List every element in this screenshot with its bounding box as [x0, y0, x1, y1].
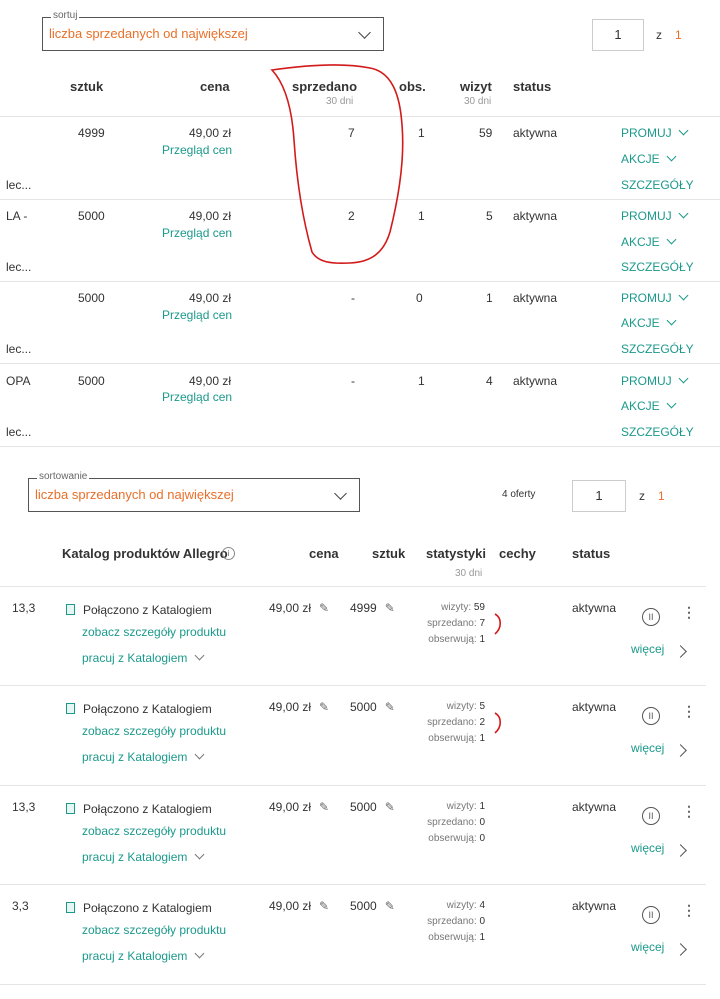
stats-visits — [400, 602, 485, 613]
stats-visits-label: wizyty: — [446, 900, 477, 911]
page-input-value: 1 — [614, 27, 622, 42]
watchers-value: 1 — [418, 126, 425, 140]
status-value: aktywna — [513, 374, 558, 388]
stats-sold-label: sprzedano: — [427, 817, 477, 828]
promote-button[interactable] — [621, 374, 687, 388]
col-header-sztuk[interactable]: sztuk — [70, 79, 104, 94]
pencil-icon: ✎ — [384, 800, 395, 814]
price-edit[interactable] — [269, 700, 329, 714]
actions-button[interactable] — [621, 316, 675, 330]
pencil-icon: ✎ — [319, 700, 330, 714]
col-sub-statystyki: 30 dni — [455, 568, 483, 579]
promote-label: PROMUJ — [621, 291, 672, 305]
stats-visits — [400, 900, 485, 911]
stats-watching — [400, 634, 485, 645]
stats-visits-value: 1 — [479, 801, 485, 812]
stats-watching-label: obserwują: — [428, 932, 477, 943]
stats-watching-value: 1 — [479, 733, 485, 744]
divider — [0, 785, 706, 786]
price-value: 49,00 zł — [269, 899, 312, 913]
details-link[interactable]: SZCZEGÓŁY — [621, 260, 694, 274]
stock-value: 5000 — [78, 374, 105, 388]
col-header-obs[interactable]: obs. — [399, 79, 426, 94]
catalog-connected-label: Połączono z Katalogiem — [83, 702, 212, 716]
offer-title-fragment[interactable]: 13,3 — [12, 601, 36, 615]
col-header-cena[interactable]: cena — [200, 79, 230, 94]
stats-watching — [400, 733, 485, 744]
divider — [0, 363, 720, 364]
pause-icon[interactable]: II — [642, 906, 660, 924]
promote-label: PROMUJ — [621, 126, 672, 140]
page-of-label: z — [639, 489, 645, 503]
info-icon[interactable]: i — [222, 547, 235, 560]
stock-value: 4999 — [350, 601, 377, 615]
actions-button[interactable] — [621, 399, 675, 413]
sold-value: 7 — [348, 126, 355, 140]
stats-sold-label: sprzedano: — [427, 618, 477, 629]
visits-value: 4 — [486, 374, 493, 388]
sort-legend: sortowanie — [39, 471, 88, 482]
page-of-label: z — [656, 28, 662, 42]
price-value: 49,00 zł — [269, 800, 312, 814]
stock-value: 5000 — [350, 700, 377, 714]
stats-visits-label: wizyty: — [446, 801, 477, 812]
col-header-status[interactable]: status — [513, 79, 552, 94]
work-with-catalog-label: pracuj z Katalogiem — [82, 651, 188, 665]
col-sub-wizyt: 30 dni — [464, 96, 492, 107]
divider — [0, 685, 706, 686]
offer-title-fragment[interactable]: 3,3 — [12, 899, 29, 913]
price-review-link[interactable]: Przegląd cen — [162, 143, 233, 157]
actions-label: AKCJE — [621, 235, 660, 249]
stats-visits-label: wizyty: — [446, 701, 477, 712]
chevron-right-icon[interactable] — [674, 844, 687, 857]
page-input[interactable] — [572, 480, 626, 512]
col-header-katalog: Katalog produktów Allegro — [62, 546, 228, 561]
offers-count: 4 oferty — [502, 489, 536, 500]
product-details-link[interactable]: zobacz szczegóły produktu — [82, 824, 227, 838]
offer-title-fragment[interactable]: OPA — [6, 374, 31, 388]
offer-title-fragment[interactable]: LA - — [6, 209, 28, 223]
sort-value: liczba sprzedanych od największej — [49, 26, 248, 41]
work-with-catalog-dropdown[interactable] — [82, 750, 203, 764]
status-value: aktywna — [572, 601, 617, 615]
pencil-icon: ✎ — [319, 601, 330, 615]
divider — [0, 446, 720, 447]
more-link[interactable]: więcej — [631, 741, 665, 755]
price-edit[interactable] — [269, 899, 329, 913]
stock-edit[interactable] — [350, 899, 395, 913]
stock-value: 5000 — [350, 800, 377, 814]
pencil-icon: ✎ — [384, 700, 395, 714]
price-value: 49,00 zł — [189, 291, 232, 305]
catalog-connected — [66, 901, 212, 915]
stats-sold-label: sprzedano: — [427, 717, 477, 728]
offer-title-fragment[interactable]: lec... — [6, 425, 32, 439]
catalog-connected-label: Połączono z Katalogiem — [83, 603, 212, 617]
price-edit[interactable] — [269, 601, 329, 615]
col-header-cena[interactable]: cena — [309, 546, 339, 561]
red-annotation-mark — [492, 711, 512, 741]
divider — [0, 586, 706, 587]
stats-watching — [400, 932, 485, 943]
chevron-right-icon[interactable] — [674, 645, 687, 658]
stats-sold — [400, 618, 485, 629]
more-options-icon[interactable]: ⋮ — [682, 902, 696, 918]
more-link[interactable]: więcej — [631, 642, 665, 656]
stats-watching-label: obserwują: — [428, 833, 477, 844]
pause-icon[interactable]: II — [642, 707, 660, 725]
sort-legend: sortuj — [53, 10, 78, 21]
stats-watching-label: obserwują: — [428, 634, 477, 645]
work-with-catalog-label: pracuj z Katalogiem — [82, 850, 188, 864]
price-review-link[interactable]: Przegląd cen — [162, 226, 233, 240]
catalog-doc-icon — [66, 604, 75, 615]
work-with-catalog-dropdown[interactable] — [82, 651, 203, 665]
status-value: aktywna — [572, 899, 617, 913]
chevron-down-icon — [195, 651, 205, 661]
stock-value: 4999 — [78, 126, 105, 140]
visits-value: 1 — [486, 291, 493, 305]
stats-sold-value: 2 — [479, 717, 485, 728]
stock-edit[interactable] — [350, 800, 395, 814]
stats-sold-value: 0 — [479, 817, 485, 828]
stats-visits-value: 5 — [479, 701, 485, 712]
col-header-statystyki[interactable]: statystyki — [426, 546, 486, 561]
col-sub-sprzedano: 30 dni — [326, 96, 354, 107]
chevron-right-icon[interactable] — [674, 943, 687, 956]
divider — [0, 884, 706, 885]
pause-icon[interactable]: II — [642, 807, 660, 825]
sold-value: - — [351, 374, 355, 388]
red-annotation-mark — [492, 612, 512, 642]
visits-value: 5 — [486, 209, 493, 223]
stats-visits — [400, 701, 485, 712]
price-value: 49,00 zł — [189, 126, 232, 140]
visits-value: 59 — [479, 126, 493, 140]
status-value: aktywna — [513, 209, 558, 223]
page-total: 1 — [675, 28, 682, 42]
work-with-catalog-dropdown[interactable] — [82, 850, 203, 864]
price-value: 49,00 zł — [269, 700, 312, 714]
catalog-connected — [66, 603, 212, 617]
stats-watching-label: obserwują: — [428, 733, 477, 744]
chevron-down-icon — [195, 949, 205, 959]
col-header-wizyt[interactable]: wizyt — [460, 79, 492, 94]
chevron-down-icon — [195, 750, 205, 760]
promote-label: PROMUJ — [621, 209, 672, 223]
actions-label: AKCJE — [621, 399, 660, 413]
red-annotation-circle — [0, 0, 720, 300]
work-with-catalog-dropdown[interactable] — [82, 949, 203, 963]
status-value: aktywna — [513, 291, 558, 305]
status-value: aktywna — [513, 126, 558, 140]
stock-value: 5000 — [78, 291, 105, 305]
price-review-link[interactable]: Przegląd cen — [162, 390, 233, 404]
stats-sold-label: sprzedano: — [427, 916, 477, 927]
chevron-down-icon — [678, 374, 688, 384]
col-header-sztuk[interactable]: sztuk — [372, 546, 406, 561]
stats-sold — [400, 817, 485, 828]
actions-label: AKCJE — [621, 316, 660, 330]
catalog-doc-icon — [66, 703, 75, 714]
stock-value: 5000 — [350, 899, 377, 913]
details-link[interactable]: SZCZEGÓŁY — [621, 425, 694, 439]
offer-title-fragment[interactable]: lec... — [6, 178, 32, 192]
more-options-icon[interactable]: ⋮ — [682, 703, 696, 719]
stats-sold-value: 7 — [479, 618, 485, 629]
sold-value: - — [351, 291, 355, 305]
catalog-connected-label: Połączono z Katalogiem — [83, 901, 212, 915]
col-header-cechy: cechy — [499, 546, 536, 561]
details-link[interactable]: SZCZEGÓŁY — [621, 342, 694, 356]
pencil-icon: ✎ — [319, 899, 330, 913]
chevron-down-icon — [334, 487, 347, 500]
stats-watching-value: 1 — [479, 932, 485, 943]
more-options-icon[interactable]: ⋮ — [682, 604, 696, 620]
sort-value: liczba sprzedanych od największej — [35, 487, 234, 502]
stats-visits-label: wizyty: — [441, 602, 472, 613]
offer-title-fragment[interactable]: 13,3 — [12, 800, 36, 814]
pencil-icon: ✎ — [384, 601, 395, 615]
stats-watching — [400, 833, 485, 844]
chevron-down-icon — [195, 850, 205, 860]
product-details-link[interactable]: zobacz szczegóły produktu — [82, 625, 227, 639]
catalog-connected — [66, 702, 212, 716]
pencil-icon: ✎ — [319, 800, 330, 814]
work-with-catalog-label: pracuj z Katalogiem — [82, 949, 188, 963]
promote-label: PROMUJ — [621, 374, 672, 388]
catalog-doc-icon — [66, 803, 75, 814]
stats-visits-value: 59 — [473, 602, 485, 613]
stock-edit[interactable] — [350, 601, 395, 615]
pause-icon[interactable]: II — [642, 608, 660, 626]
offer-title-fragment[interactable]: lec... — [6, 260, 32, 274]
status-value: aktywna — [572, 700, 617, 714]
price-value: 49,00 zł — [189, 209, 232, 223]
catalog-doc-icon — [66, 902, 75, 913]
page-input-value: 1 — [595, 488, 603, 503]
price-review-link[interactable]: Przegląd cen — [162, 308, 233, 322]
actions-label: AKCJE — [621, 152, 660, 166]
stats-sold — [400, 916, 485, 927]
product-details-link[interactable]: zobacz szczegóły produktu — [82, 724, 227, 738]
chevron-right-icon[interactable] — [674, 744, 687, 757]
watchers-value: 1 — [418, 374, 425, 388]
product-details-link[interactable]: zobacz szczegóły produktu — [82, 923, 227, 937]
stats-watching-value: 0 — [479, 833, 485, 844]
stats-visits — [400, 801, 485, 812]
divider — [0, 984, 706, 985]
stats-sold — [400, 717, 485, 728]
page-total: 1 — [658, 489, 665, 503]
chevron-down-icon — [666, 399, 676, 409]
stock-value: 5000 — [78, 209, 105, 223]
watchers-value: 0 — [416, 291, 423, 305]
catalog-connected-label: Połączono z Katalogiem — [83, 802, 212, 816]
col-header-status[interactable]: status — [572, 546, 611, 561]
offer-title-fragment[interactable]: lec... — [6, 342, 32, 356]
sort-select[interactable] — [28, 471, 360, 512]
watchers-value: 1 — [418, 209, 425, 223]
status-value: aktywna — [572, 800, 617, 814]
more-options-icon[interactable]: ⋮ — [682, 803, 696, 819]
pencil-icon: ✎ — [384, 899, 395, 913]
price-edit[interactable] — [269, 800, 329, 814]
work-with-catalog-label: pracuj z Katalogiem — [82, 750, 188, 764]
stats-watching-value: 1 — [479, 634, 485, 645]
chevron-down-icon — [666, 316, 676, 326]
more-link[interactable]: więcej — [631, 940, 665, 954]
price-value: 49,00 zł — [189, 374, 232, 388]
details-link[interactable]: SZCZEGÓŁY — [621, 178, 694, 192]
price-value: 49,00 zł — [269, 601, 312, 615]
catalog-connected — [66, 802, 212, 816]
stock-edit[interactable] — [350, 700, 395, 714]
stats-sold-value: 0 — [479, 916, 485, 927]
col-header-sprzedano[interactable]: sprzedano — [292, 79, 358, 94]
more-link[interactable]: więcej — [631, 841, 665, 855]
sold-value: 2 — [348, 209, 355, 223]
stats-visits-value: 4 — [479, 900, 485, 911]
